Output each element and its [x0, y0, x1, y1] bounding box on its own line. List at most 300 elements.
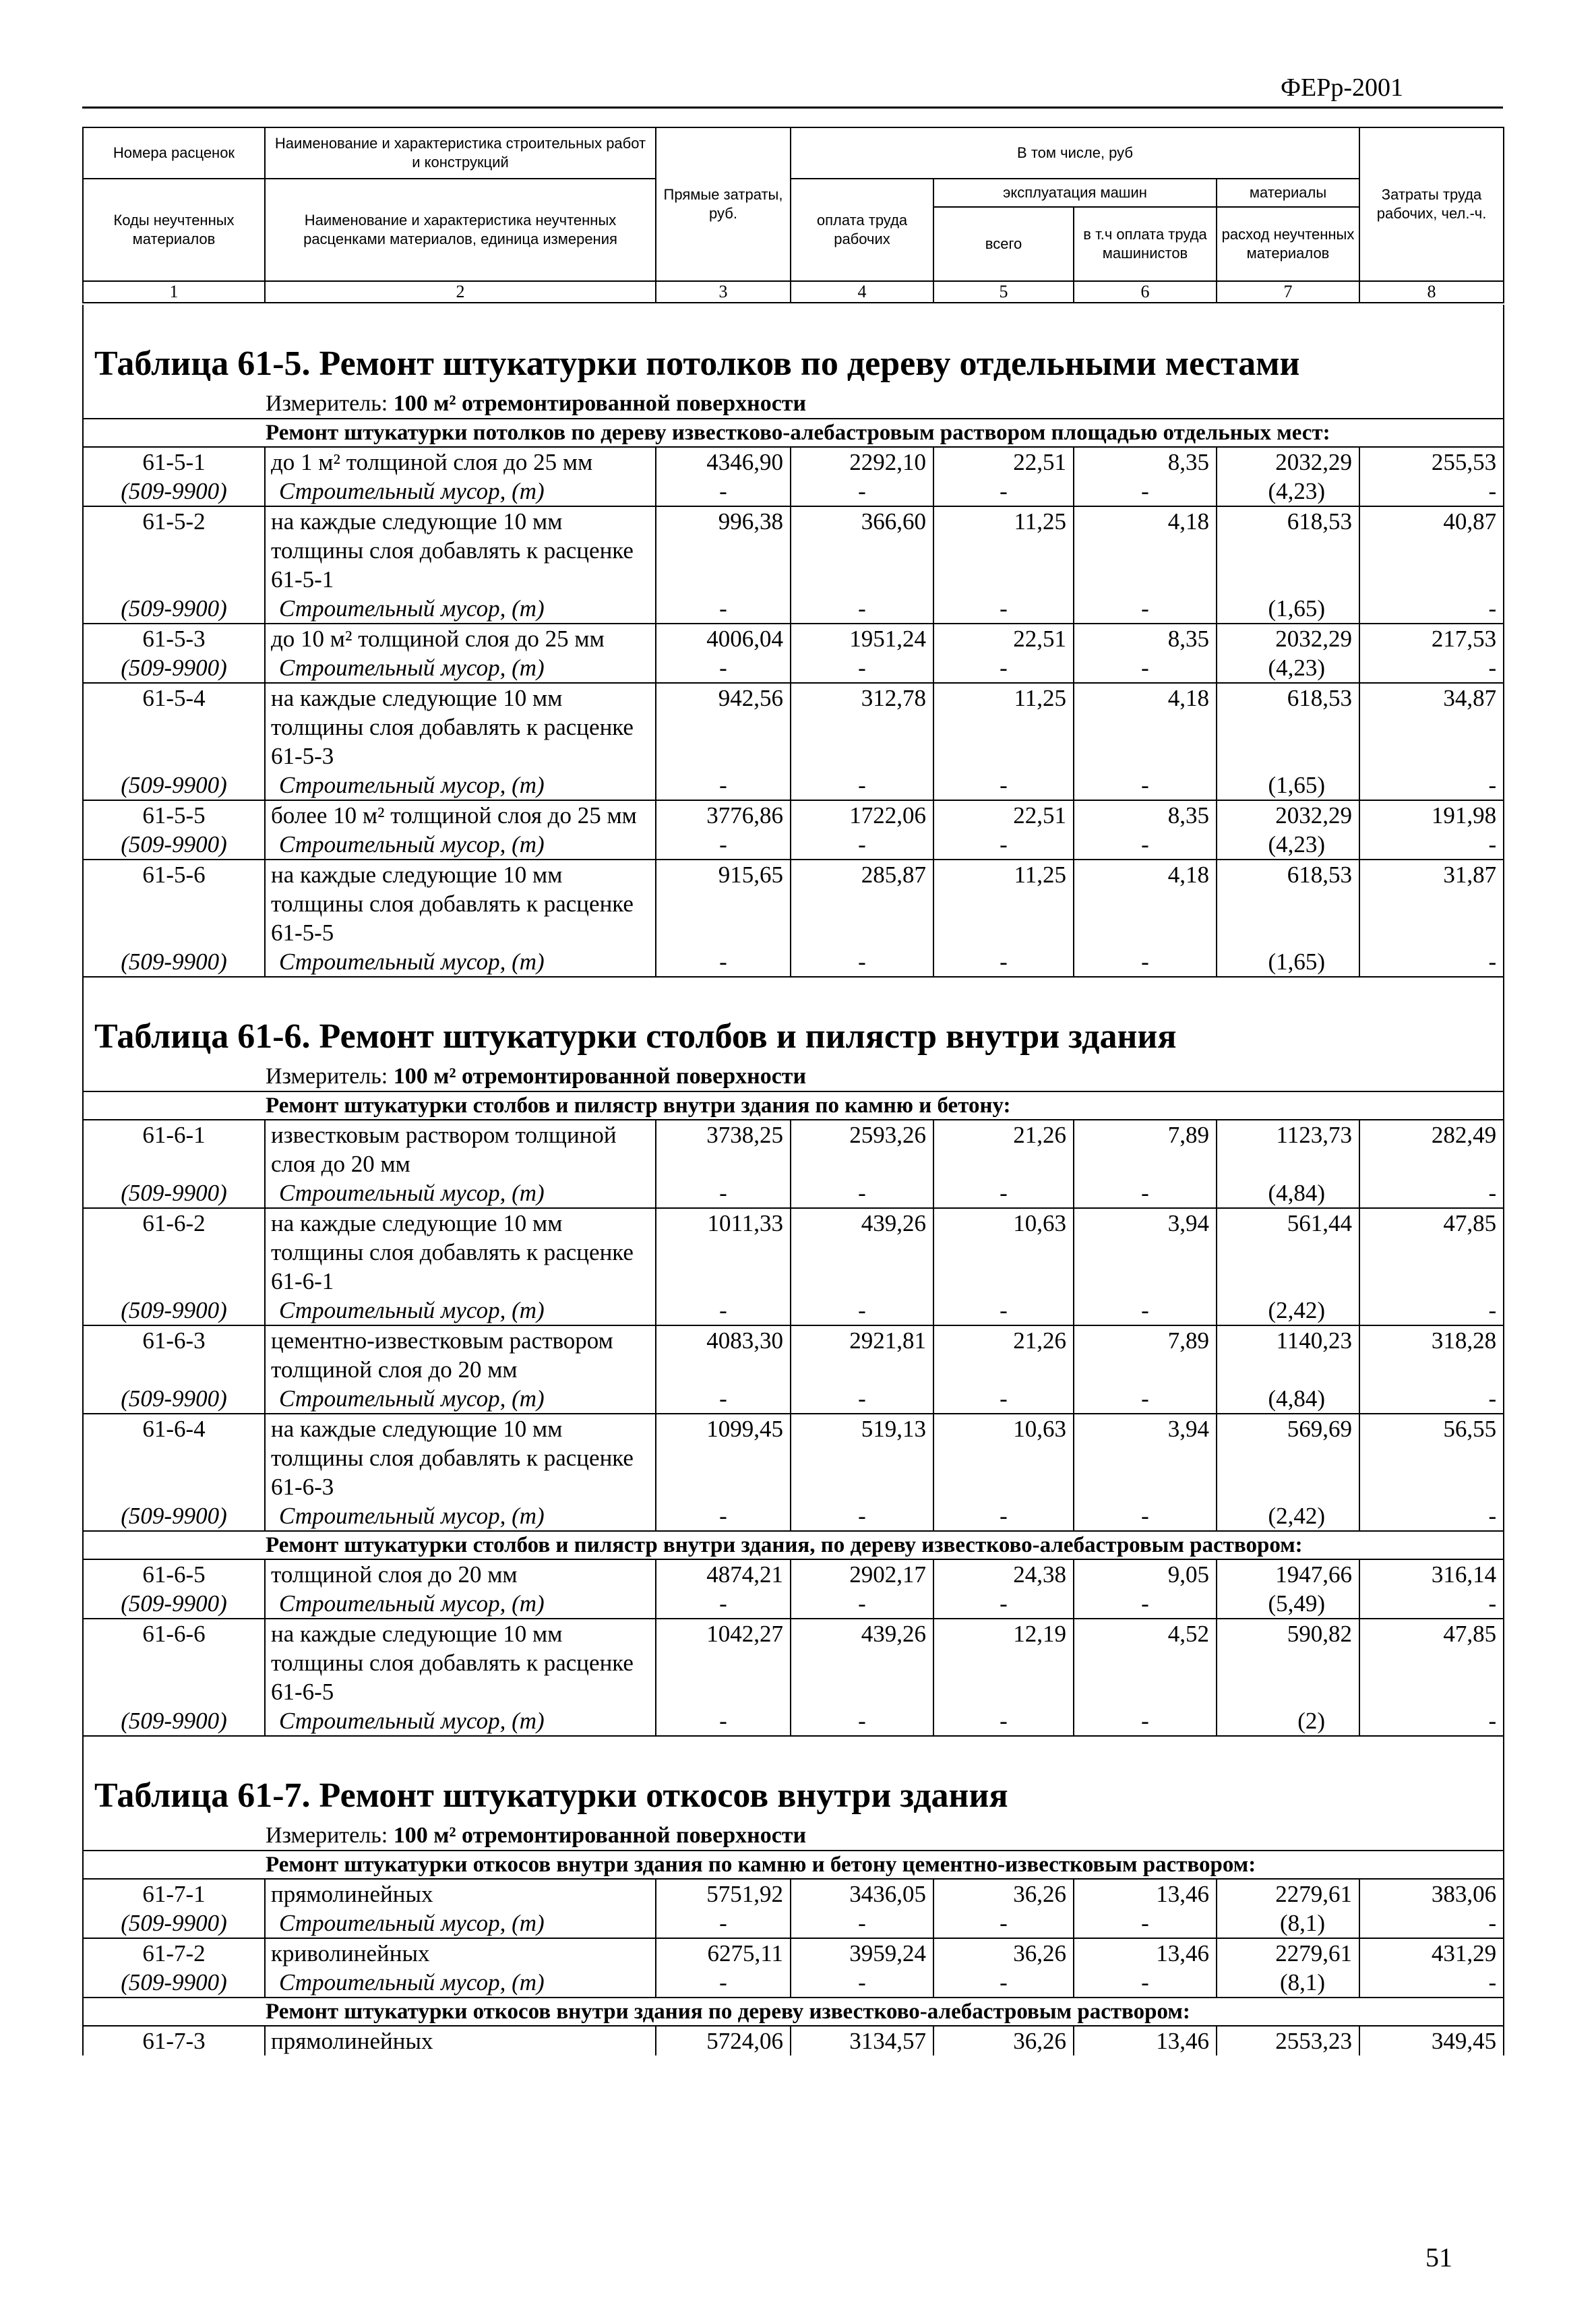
material-hours: - — [1359, 477, 1504, 506]
table-row — [83, 1414, 1504, 1501]
table-unit — [83, 1062, 1504, 1091]
rate-code: 61-5-2 — [83, 506, 265, 594]
material-code: (509-9900) — [83, 830, 265, 860]
value-mat: 618,53 — [1217, 683, 1359, 771]
value-mat: 618,53 — [1217, 506, 1359, 594]
material-mat: (8,1) — [1217, 1909, 1359, 1938]
material-name: Строительный мусор, (т) — [265, 1706, 656, 1736]
rate-name: на каждые следующие 10 мм толщины слоя добавлять к расценке 61-6-5 — [265, 1619, 656, 1706]
table-row — [83, 2026, 1504, 2055]
material-hours: - — [1359, 830, 1504, 860]
group-title: Ремонт штукатурки откосов внутри здания по дереву известково-алебастровым раствором: — [83, 1998, 1504, 2026]
rate-code: 61-7-3 — [83, 2026, 265, 2055]
column-header-table — [82, 127, 1504, 303]
value-hours: 383,06 — [1359, 1879, 1504, 1909]
material-labor: - — [791, 947, 933, 977]
page-number: 51 — [1425, 2242, 1452, 2273]
value-mat: 2553,23 — [1217, 2026, 1359, 2055]
unit-value: 100 м² отремонтированной поверхности — [393, 391, 807, 416]
material-name: Строительный мусор, (т) — [265, 1909, 656, 1938]
material-name: Строительный мусор, (т) — [265, 1178, 656, 1208]
material-row — [83, 947, 1504, 977]
value-labor: 3436,05 — [791, 1879, 933, 1909]
rate-name: криволинейных — [265, 1938, 656, 1968]
table-row — [83, 683, 1504, 771]
material-row — [83, 477, 1504, 506]
col-codes-name: Наименование и характеристика неучтенных расценками материалов, единица измерения — [265, 179, 656, 281]
table-row — [83, 447, 1504, 477]
value-mat: 2032,29 — [1217, 624, 1359, 653]
material-mat: (8,1) — [1217, 1968, 1359, 1998]
material-direct: - — [656, 1384, 791, 1414]
value-direct: 1042,27 — [656, 1619, 791, 1706]
material-direct: - — [656, 771, 791, 800]
value-mach: 36,26 — [933, 1938, 1074, 1968]
unit-value: 100 м² отремонтированной поверхности — [393, 1823, 807, 1848]
value-labor: 2902,17 — [791, 1559, 933, 1589]
material-mach-labor: - — [1074, 653, 1217, 683]
material-mach: - — [933, 1909, 1074, 1938]
value-mach: 24,38 — [933, 1559, 1074, 1589]
col-labor-costs: Затраты труда рабочих, чел.-ч. — [1359, 127, 1504, 281]
material-mach: - — [933, 1706, 1074, 1736]
material-name: Строительный мусор, (т) — [265, 594, 656, 624]
material-code: (509-9900) — [83, 1968, 265, 1998]
value-mach-labor: 9,05 — [1074, 1559, 1217, 1589]
unit-label: Измеритель: — [266, 1064, 394, 1089]
value-labor: 3959,24 — [791, 1938, 933, 1968]
group-title: Ремонт штукатурки потолков по дереву известково-алебастровым раствором площадью отдельных мест: — [83, 419, 1504, 447]
group-title: Ремонт штукатурки столбов и пилястр внутри здания по камню и бетону: — [83, 1091, 1504, 1120]
material-row — [83, 594, 1504, 624]
material-direct: - — [656, 653, 791, 683]
material-mach: - — [933, 1501, 1074, 1531]
material-labor: - — [791, 1968, 933, 1998]
value-hours: 34,87 — [1359, 683, 1504, 771]
table-title: Таблица 61-5. Ремонт штукатурки потолков по дереву отдельными местами — [83, 305, 1504, 390]
table-row — [83, 1120, 1504, 1178]
material-direct: - — [656, 594, 791, 624]
value-mat: 1947,66 — [1217, 1559, 1359, 1589]
material-labor: - — [791, 594, 933, 624]
value-mach: 11,25 — [933, 860, 1074, 947]
material-labor: - — [791, 1909, 933, 1938]
value-hours: 316,14 — [1359, 1559, 1504, 1589]
material-mat: (1,65) — [1217, 771, 1359, 800]
material-name: Строительный мусор, (т) — [265, 830, 656, 860]
material-name: Строительный мусор, (т) — [265, 1296, 656, 1325]
material-mach-labor: - — [1074, 477, 1217, 506]
value-mach: 22,51 — [933, 447, 1074, 477]
material-name: Строительный мусор, (т) — [265, 477, 656, 506]
material-hours: - — [1359, 1706, 1504, 1736]
material-mat: (1,65) — [1217, 594, 1359, 624]
rate-code: 61-7-2 — [83, 1938, 265, 1968]
material-code: (509-9900) — [83, 1501, 265, 1531]
material-mach-labor: - — [1074, 1706, 1217, 1736]
material-code: (509-9900) — [83, 771, 265, 800]
material-mach-labor: - — [1074, 771, 1217, 800]
value-direct: 996,38 — [656, 506, 791, 594]
value-hours: 349,45 — [1359, 2026, 1504, 2055]
value-labor: 1951,24 — [791, 624, 933, 653]
value-mach: 21,26 — [933, 1325, 1074, 1384]
material-row — [83, 1384, 1504, 1414]
value-mach-labor: 4,18 — [1074, 506, 1217, 594]
rate-name: прямолинейных — [265, 2026, 656, 2055]
material-row — [83, 653, 1504, 683]
value-mach-labor: 13,46 — [1074, 1879, 1217, 1909]
material-hours: - — [1359, 1968, 1504, 1998]
value-direct: 942,56 — [656, 683, 791, 771]
value-mach: 10,63 — [933, 1208, 1074, 1296]
material-hours: - — [1359, 1296, 1504, 1325]
col-labor-pay: оплата труда рабочих — [791, 179, 933, 281]
value-hours: 56,55 — [1359, 1414, 1504, 1501]
value-mach: 11,25 — [933, 506, 1074, 594]
material-mach-labor: - — [1074, 1178, 1217, 1208]
material-name: Строительный мусор, (т) — [265, 1384, 656, 1414]
value-mat: 561,44 — [1217, 1208, 1359, 1296]
material-name: Строительный мусор, (т) — [265, 947, 656, 977]
material-hours: - — [1359, 1589, 1504, 1619]
material-labor: - — [791, 1384, 933, 1414]
material-code: (509-9900) — [83, 1178, 265, 1208]
value-mach-labor: 4,52 — [1074, 1619, 1217, 1706]
material-direct: - — [656, 947, 791, 977]
value-mach: 12,19 — [933, 1619, 1074, 1706]
rate-code: 61-7-1 — [83, 1879, 265, 1909]
material-code: (509-9900) — [83, 653, 265, 683]
rate-name: до 10 м² толщиной слоя до 25 мм — [265, 624, 656, 653]
rates-table — [82, 305, 1504, 2055]
value-mach-labor: 8,35 — [1074, 624, 1217, 653]
material-direct: - — [656, 477, 791, 506]
col-num-7: 7 — [1217, 281, 1359, 303]
value-hours: 217,53 — [1359, 624, 1504, 653]
material-hours: - — [1359, 947, 1504, 977]
value-hours: 31,87 — [1359, 860, 1504, 947]
material-mach: - — [933, 653, 1074, 683]
material-mach-labor: - — [1074, 1589, 1217, 1619]
value-direct: 5751,92 — [656, 1879, 791, 1909]
group-title: Ремонт штукатурки откосов внутри здания по камню и бетону цементно-известковым раствором: — [83, 1851, 1504, 1879]
value-direct: 915,65 — [656, 860, 791, 947]
col-materials-use: расход неучтенных материалов — [1217, 207, 1359, 281]
value-labor: 366,60 — [791, 506, 933, 594]
value-mat: 569,69 — [1217, 1414, 1359, 1501]
value-mat: 1140,23 — [1217, 1325, 1359, 1384]
material-row — [83, 1178, 1504, 1208]
value-labor: 3134,57 — [791, 2026, 933, 2055]
material-code: (509-9900) — [83, 477, 265, 506]
rate-name: цементно-известковым раствором толщиной слоя до 20 мм — [265, 1325, 656, 1384]
material-row — [83, 1968, 1504, 1998]
material-mat: (1,65) — [1217, 947, 1359, 977]
rate-name: прямолинейных — [265, 1879, 656, 1909]
value-labor: 439,26 — [791, 1208, 933, 1296]
value-mach-labor: 13,46 — [1074, 2026, 1217, 2055]
material-name: Строительный мусор, (т) — [265, 1501, 656, 1531]
material-labor: - — [791, 653, 933, 683]
material-row — [83, 1501, 1504, 1531]
rate-code: 61-5-5 — [83, 800, 265, 830]
rate-code: 61-6-2 — [83, 1208, 265, 1296]
material-direct: - — [656, 1968, 791, 1998]
value-labor: 519,13 — [791, 1414, 933, 1501]
material-mach-labor: - — [1074, 1909, 1217, 1938]
value-direct: 1099,45 — [656, 1414, 791, 1501]
value-mat: 2279,61 — [1217, 1938, 1359, 1968]
value-mach-labor: 7,89 — [1074, 1120, 1217, 1178]
material-mach: - — [933, 1384, 1074, 1414]
material-hours: - — [1359, 653, 1504, 683]
col-num-1: 1 — [83, 281, 265, 303]
material-row — [83, 1706, 1504, 1736]
table-row — [83, 1619, 1504, 1706]
value-mach: 11,25 — [933, 683, 1074, 771]
table-row — [83, 1208, 1504, 1296]
material-code: (509-9900) — [83, 594, 265, 624]
material-mach: - — [933, 947, 1074, 977]
material-code: (509-9900) — [83, 1706, 265, 1736]
value-mach: 21,26 — [933, 1120, 1074, 1178]
material-code: (509-9900) — [83, 1384, 265, 1414]
material-mat: (4,23) — [1217, 830, 1359, 860]
unit-value: 100 м² отремонтированной поверхности — [393, 1064, 807, 1089]
col-num-4: 4 — [791, 281, 933, 303]
value-mach-labor: 4,18 — [1074, 860, 1217, 947]
material-mach: - — [933, 1178, 1074, 1208]
value-mach-labor: 13,46 — [1074, 1938, 1217, 1968]
material-labor: - — [791, 1589, 933, 1619]
material-mach-labor: - — [1074, 1501, 1217, 1531]
value-mach-labor: 8,35 — [1074, 800, 1217, 830]
table-row — [83, 1879, 1504, 1909]
table-row — [83, 624, 1504, 653]
material-hours: - — [1359, 594, 1504, 624]
material-mach: - — [933, 830, 1074, 860]
table-title: Таблица 61-7. Ремонт штукатурки откосов внутри здания — [83, 1736, 1504, 1822]
table-unit — [83, 390, 1504, 419]
rate-code: 61-6-6 — [83, 1619, 265, 1706]
material-mat: (4,23) — [1217, 477, 1359, 506]
material-mach: - — [933, 1589, 1074, 1619]
table-row — [83, 506, 1504, 594]
material-code: (509-9900) — [83, 1909, 265, 1938]
col-machine-labor: в т.ч оплата труда машинистов — [1074, 207, 1217, 281]
value-mat: 2032,29 — [1217, 800, 1359, 830]
material-mach: - — [933, 1968, 1074, 1998]
value-mat: 590,82 — [1217, 1619, 1359, 1706]
value-mat: 1123,73 — [1217, 1120, 1359, 1178]
material-mat: (4,84) — [1217, 1178, 1359, 1208]
col-num-8: 8 — [1359, 281, 1504, 303]
material-mach: - — [933, 771, 1074, 800]
col-rates-name: Наименование и характеристика строительных работ и конструкций — [265, 127, 656, 179]
value-hours: 47,85 — [1359, 1208, 1504, 1296]
material-labor: - — [791, 830, 933, 860]
rate-code: 61-6-4 — [83, 1414, 265, 1501]
material-name: Строительный мусор, (т) — [265, 1968, 656, 1998]
material-mat: (2) — [1217, 1706, 1359, 1736]
material-mat: (2,42) — [1217, 1501, 1359, 1531]
rate-name: на каждые следующие 10 мм толщины слоя добавлять к расценке 61-5-1 — [265, 506, 656, 594]
value-mach: 22,51 — [933, 800, 1074, 830]
material-mach: - — [933, 594, 1074, 624]
material-mach-labor: - — [1074, 1968, 1217, 1998]
material-mat: (4,23) — [1217, 653, 1359, 683]
material-labor: - — [791, 1706, 933, 1736]
material-direct: - — [656, 1909, 791, 1938]
table-row — [83, 1938, 1504, 1968]
table-row — [83, 1559, 1504, 1589]
material-direct: - — [656, 1501, 791, 1531]
value-mach: 36,26 — [933, 1879, 1074, 1909]
rate-name: до 1 м² толщиной слоя до 25 мм — [265, 447, 656, 477]
rate-name: на каждые следующие 10 мм толщины слоя добавлять к расценке 61-6-1 — [265, 1208, 656, 1296]
value-direct: 3776,86 — [656, 800, 791, 830]
rate-code: 61-5-4 — [83, 683, 265, 771]
rate-name: толщиной слоя до 20 мм — [265, 1559, 656, 1589]
material-name: Строительный мусор, (т) — [265, 771, 656, 800]
table-row — [83, 800, 1504, 830]
col-machine-op: эксплуатация машин — [933, 179, 1217, 207]
unit-label: Измеритель: — [266, 1823, 394, 1848]
material-code: (509-9900) — [83, 947, 265, 977]
material-labor: - — [791, 1178, 933, 1208]
col-num-2: 2 — [265, 281, 656, 303]
rate-name: более 10 м² толщиной слоя до 25 мм — [265, 800, 656, 830]
material-direct: - — [656, 1589, 791, 1619]
col-materials: материалы — [1217, 179, 1359, 207]
unit-label: Измеритель: — [266, 391, 394, 416]
material-hours: - — [1359, 1384, 1504, 1414]
material-mat: (2,42) — [1217, 1296, 1359, 1325]
value-mach-labor: 4,18 — [1074, 683, 1217, 771]
material-hours: - — [1359, 1178, 1504, 1208]
value-mach-labor: 3,94 — [1074, 1208, 1217, 1296]
material-direct: - — [656, 1178, 791, 1208]
value-hours: 282,49 — [1359, 1120, 1504, 1178]
value-direct: 4346,90 — [656, 447, 791, 477]
col-machine-total: всего — [933, 207, 1074, 281]
value-labor: 2921,81 — [791, 1325, 933, 1384]
value-labor: 312,78 — [791, 683, 933, 771]
value-labor: 1722,06 — [791, 800, 933, 830]
value-direct: 3738,25 — [656, 1120, 791, 1178]
rate-name: на каждые следующие 10 мм толщины слоя добавлять к расценке 61-5-5 — [265, 860, 656, 947]
header-rule — [82, 107, 1503, 109]
material-row — [83, 1909, 1504, 1938]
material-labor: - — [791, 1296, 933, 1325]
group-title: Ремонт штукатурки столбов и пилястр внутри здания, по дереву известково-алебастровым раствором: — [83, 1531, 1504, 1559]
material-row — [83, 1296, 1504, 1325]
rate-code: 61-6-1 — [83, 1120, 265, 1178]
value-direct: 4083,30 — [656, 1325, 791, 1384]
material-labor: - — [791, 477, 933, 506]
material-code: (509-9900) — [83, 1296, 265, 1325]
value-labor: 439,26 — [791, 1619, 933, 1706]
col-num-6: 6 — [1074, 281, 1217, 303]
value-direct: 4874,21 — [656, 1559, 791, 1589]
value-mach-labor: 3,94 — [1074, 1414, 1217, 1501]
value-labor: 2292,10 — [791, 447, 933, 477]
rate-code: 61-5-1 — [83, 447, 265, 477]
material-mach-labor: - — [1074, 947, 1217, 977]
col-direct-costs: Прямые затраты, руб. — [656, 127, 791, 281]
material-direct: - — [656, 1706, 791, 1736]
material-mat: (5,49) — [1217, 1589, 1359, 1619]
material-labor: - — [791, 1501, 933, 1531]
material-mach: - — [933, 1296, 1074, 1325]
value-labor: 2593,26 — [791, 1120, 933, 1178]
material-row — [83, 830, 1504, 860]
rate-name: на каждые следующие 10 мм толщины слоя добавлять к расценке 61-5-3 — [265, 683, 656, 771]
value-hours: 40,87 — [1359, 506, 1504, 594]
material-hours: - — [1359, 771, 1504, 800]
material-row — [83, 771, 1504, 800]
value-mat: 618,53 — [1217, 860, 1359, 947]
value-direct: 1011,33 — [656, 1208, 791, 1296]
material-mach: - — [933, 477, 1074, 506]
value-hours: 255,53 — [1359, 447, 1504, 477]
material-mach-labor: - — [1074, 594, 1217, 624]
col-codes: Коды неучтенных материалов — [83, 179, 265, 281]
value-mach-labor: 8,35 — [1074, 447, 1217, 477]
table-row — [83, 1325, 1504, 1384]
value-hours: 431,29 — [1359, 1938, 1504, 1968]
table-unit — [83, 1822, 1504, 1851]
rate-code: 61-5-6 — [83, 860, 265, 947]
value-mat: 2279,61 — [1217, 1879, 1359, 1909]
material-code: (509-9900) — [83, 1589, 265, 1619]
material-mach-labor: - — [1074, 1296, 1217, 1325]
col-num-5: 5 — [933, 281, 1074, 303]
material-mat: (4,84) — [1217, 1384, 1359, 1414]
document-code: ФЕРр-2001 — [1281, 73, 1404, 102]
table-row — [83, 860, 1504, 947]
material-hours: - — [1359, 1501, 1504, 1531]
material-mach-labor: - — [1074, 1384, 1217, 1414]
value-direct: 5724,06 — [656, 2026, 791, 2055]
material-name: Строительный мусор, (т) — [265, 653, 656, 683]
rate-name: на каждые следующие 10 мм толщины слоя добавлять к расценке 61-6-3 — [265, 1414, 656, 1501]
material-direct: - — [656, 1296, 791, 1325]
value-direct: 4006,04 — [656, 624, 791, 653]
value-mat: 2032,29 — [1217, 447, 1359, 477]
material-mach-labor: - — [1074, 830, 1217, 860]
material-labor: - — [791, 771, 933, 800]
rate-code: 61-6-3 — [83, 1325, 265, 1384]
rate-code: 61-6-5 — [83, 1559, 265, 1589]
material-name: Строительный мусор, (т) — [265, 1589, 656, 1619]
material-hours: - — [1359, 1909, 1504, 1938]
value-direct: 6275,11 — [656, 1938, 791, 1968]
rate-code: 61-5-3 — [83, 624, 265, 653]
value-mach-labor: 7,89 — [1074, 1325, 1217, 1384]
table-title: Таблица 61-6. Ремонт штукатурки столбов и пилястр внутри здания — [83, 977, 1504, 1062]
col-rates-number: Номера расценок — [83, 127, 265, 179]
rate-name: известковым раствором толщиной слоя до 20 мм — [265, 1120, 656, 1178]
value-hours: 191,98 — [1359, 800, 1504, 830]
value-hours: 47,85 — [1359, 1619, 1504, 1706]
material-row — [83, 1589, 1504, 1619]
value-hours: 318,28 — [1359, 1325, 1504, 1384]
value-mach: 22,51 — [933, 624, 1074, 653]
col-num-3: 3 — [656, 281, 791, 303]
col-including: В том числе, руб — [791, 127, 1359, 179]
